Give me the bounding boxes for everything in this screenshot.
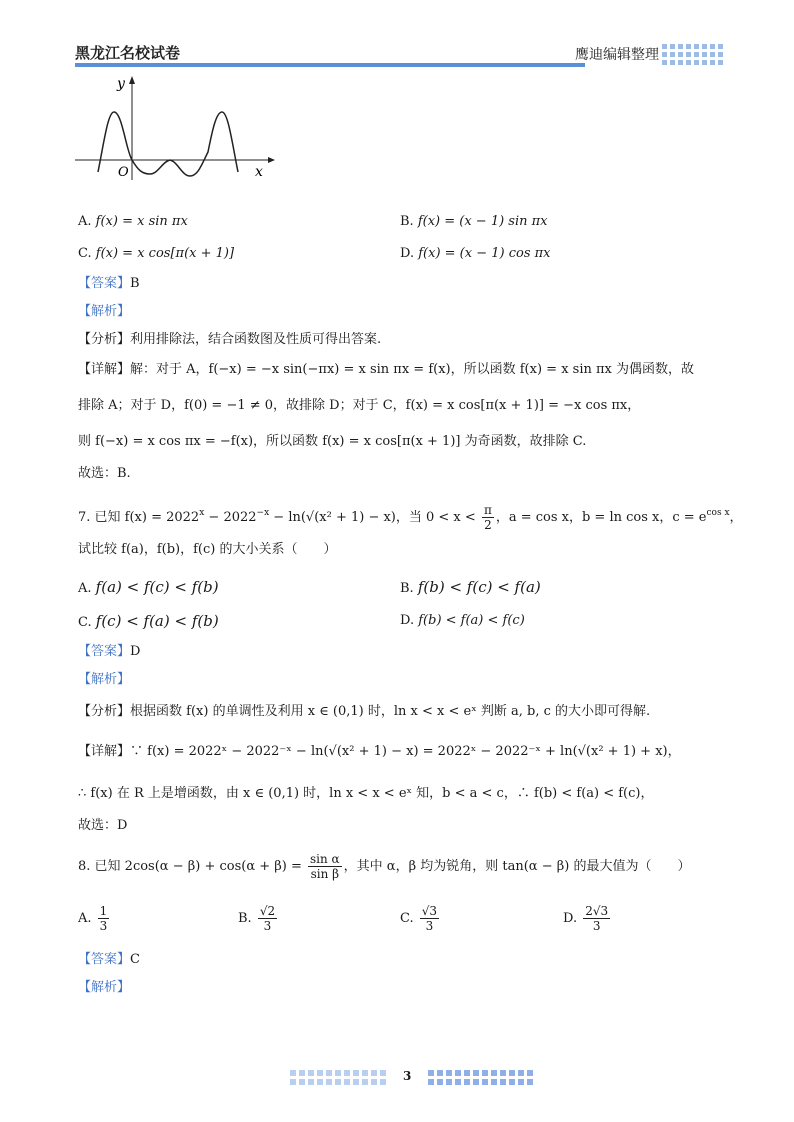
q7-stem-line-1	[78, 500, 743, 532]
q7-option-b[interactable]	[400, 577, 541, 599]
fraction-numerator: sin α	[310, 852, 340, 866]
y-axis-arrow	[129, 76, 135, 84]
stem-part: ，	[729, 510, 743, 525]
fenxi-text: 利用排除法，结合函数图及性质可得出答案.	[130, 332, 382, 347]
fraction-numerator: √3	[421, 904, 438, 918]
analysis-tag: 【解析】	[78, 304, 131, 319]
option-text: f(b) < f(a) < f(c)	[418, 613, 525, 628]
header-editor: 鹰迪编辑整理	[575, 47, 659, 63]
q8-analysis-tag	[78, 978, 130, 998]
detail-text: ∵ f(x) = 2022ˣ − 2022⁻ˣ − ln(√(x² + 1) − x) = 2022ˣ − 2022⁻ˣ + ln(√(x² + 1) + x)，	[130, 744, 681, 759]
option-label: D.	[563, 911, 578, 926]
answer-value: B	[130, 276, 140, 291]
fraction-denominator: 3	[592, 919, 601, 933]
q8-option-a[interactable]	[78, 904, 111, 933]
q7-option-c[interactable]	[78, 611, 219, 633]
q6-option-b[interactable]	[400, 212, 548, 232]
detail-tag: 【详解】	[78, 362, 131, 377]
fraction-numerator: √2	[259, 904, 276, 918]
q7-detail-line-2: ∴ f(x) 在 R 上是增函数，由 x ∈ (0,1) 时，ln x < x < eˣ 知，b < a < c，∴ f(b) < f(a) < f(c)，	[78, 786, 654, 801]
q6-detail-line-3: 则 f(−x) = x cos πx = −f(x)，所以函数 f(x) = x cos[π(x + 1)] 为奇函数，故排除 C.	[78, 434, 587, 449]
stem-sup: x	[199, 508, 205, 518]
fenxi-text: 根据函数 f(x) 的单调性及利用 x ∈ (0,1) 时，ln x < x < eˣ 判断 a, b, c 的大小即可得解.	[130, 704, 651, 719]
function-graph	[70, 72, 280, 187]
q6-option-a[interactable]	[78, 212, 188, 232]
page-number: 3	[403, 1069, 412, 1083]
fenxi-tag: 【分析】	[78, 332, 131, 347]
q7-choose: 故选：D	[78, 818, 128, 833]
stem-part: − ln(√(x² + 1) − x)，当 0 < x <	[269, 510, 476, 525]
fraction-denominator: 3	[99, 919, 108, 933]
fraction-numerator: π	[483, 503, 492, 517]
option-label: B.	[400, 214, 414, 229]
q8-answer	[78, 950, 140, 970]
answer-value: C	[130, 952, 140, 967]
fraction-denominator: 3	[263, 919, 272, 933]
stem-part: ，其中 α，β 均为锐角，则 tan(α − β) 的最大值为（ ）	[343, 859, 691, 874]
detail-text: 解：对于 A，f(−x) = −x sin(−πx) = x sin πx = f(x)，所以函数 f(x) = x sin πx 为偶函数，故	[130, 362, 694, 377]
q7-stem-line-2: 试比较 f(a)，f(b)，f(c) 的大小关系（ ）	[78, 542, 337, 557]
q6-analysis-tag	[78, 302, 130, 322]
q8-stem	[78, 850, 690, 884]
y-axis-label: y	[117, 76, 125, 92]
q7-answer	[78, 642, 140, 662]
q7-analysis-tag	[78, 670, 130, 690]
option-fraction	[98, 904, 110, 933]
option-label: A.	[78, 581, 92, 596]
stem-sup: cos x	[706, 508, 730, 518]
x-axis-arrow	[268, 157, 275, 163]
option-label: D.	[400, 246, 415, 261]
footer-dot-pattern-left	[290, 1068, 390, 1088]
answer-value: D	[130, 644, 141, 659]
stem-part: ，a = cos x，b = ln cos x，c = e	[495, 510, 707, 525]
option-label: B.	[400, 581, 414, 596]
fraction-denominator: 3	[425, 919, 434, 933]
q6-choose: 故选：B.	[78, 466, 131, 481]
analysis-tag: 【解析】	[78, 672, 131, 687]
q6-fenxi	[78, 330, 381, 350]
option-label: A.	[78, 214, 92, 229]
option-label: C.	[400, 911, 414, 926]
q8-option-b[interactable]	[238, 904, 279, 933]
fenxi-tag: 【分析】	[78, 704, 131, 719]
answer-tag: 【答案】	[78, 276, 131, 291]
q8-option-d[interactable]	[563, 904, 612, 933]
q7-detail-line-1	[78, 742, 681, 762]
q7-option-a[interactable]	[78, 577, 219, 599]
fraction-numerator: 1	[99, 904, 108, 918]
option-label: C.	[78, 615, 92, 630]
option-text: f(x) = (x − 1) cos πx	[418, 246, 551, 261]
option-text: f(b) < f(c) < f(a)	[417, 578, 541, 596]
option-fraction	[258, 904, 277, 933]
q6-answer	[78, 274, 140, 294]
q6-detail-line-1	[78, 360, 694, 380]
option-text: f(x) = x cos[π(x + 1)]	[95, 246, 235, 261]
stem-fraction	[308, 852, 342, 881]
q6-option-d[interactable]	[400, 244, 551, 264]
option-label: D.	[400, 613, 415, 628]
answer-tag: 【答案】	[78, 952, 131, 967]
option-text: f(x) = (x − 1) sin πx	[417, 214, 548, 229]
x-axis-label: x	[255, 164, 263, 180]
option-text: f(a) < f(c) < f(b)	[95, 578, 219, 596]
origin-label: O	[118, 165, 129, 180]
q7-fenxi	[78, 702, 650, 722]
option-fraction	[420, 904, 439, 933]
q6-detail-line-2: 排除 A；对于 D，f(0) = −1 ≠ 0，故排除 D；对于 C，f(x) = x cos[π(x + 1)] = −x cos πx，	[78, 398, 641, 413]
option-label: A.	[78, 911, 92, 926]
header-dot-pattern	[662, 42, 724, 68]
header-title: 黑龙江名校试卷	[75, 44, 181, 62]
stem-part: 8. 已知 2cos(α − β) + cos(α + β) =	[78, 859, 302, 874]
option-fraction	[583, 904, 610, 933]
stem-part: 7. 已知 f(x) = 2022	[78, 510, 200, 525]
q6-option-c[interactable]	[78, 244, 234, 264]
option-text: f(c) < f(a) < f(b)	[95, 612, 219, 630]
q7-option-d[interactable]	[400, 611, 525, 631]
fraction-denominator: sin β	[310, 867, 340, 881]
detail-tag: 【详解】	[78, 744, 131, 759]
q8-option-c[interactable]	[400, 904, 441, 933]
option-label: C.	[78, 246, 92, 261]
stem-fraction	[482, 503, 494, 532]
fraction-numerator: 2√3	[585, 904, 609, 918]
stem-sup: −x	[256, 508, 270, 518]
fraction-denominator: 2	[484, 518, 492, 532]
answer-tag: 【答案】	[78, 644, 131, 659]
footer-dot-pattern-right	[428, 1068, 538, 1088]
stem-part: − 2022	[204, 510, 257, 525]
analysis-tag: 【解析】	[78, 980, 131, 995]
option-text: f(x) = x sin πx	[95, 214, 188, 229]
header-rule	[75, 63, 585, 67]
option-label: B.	[238, 911, 252, 926]
